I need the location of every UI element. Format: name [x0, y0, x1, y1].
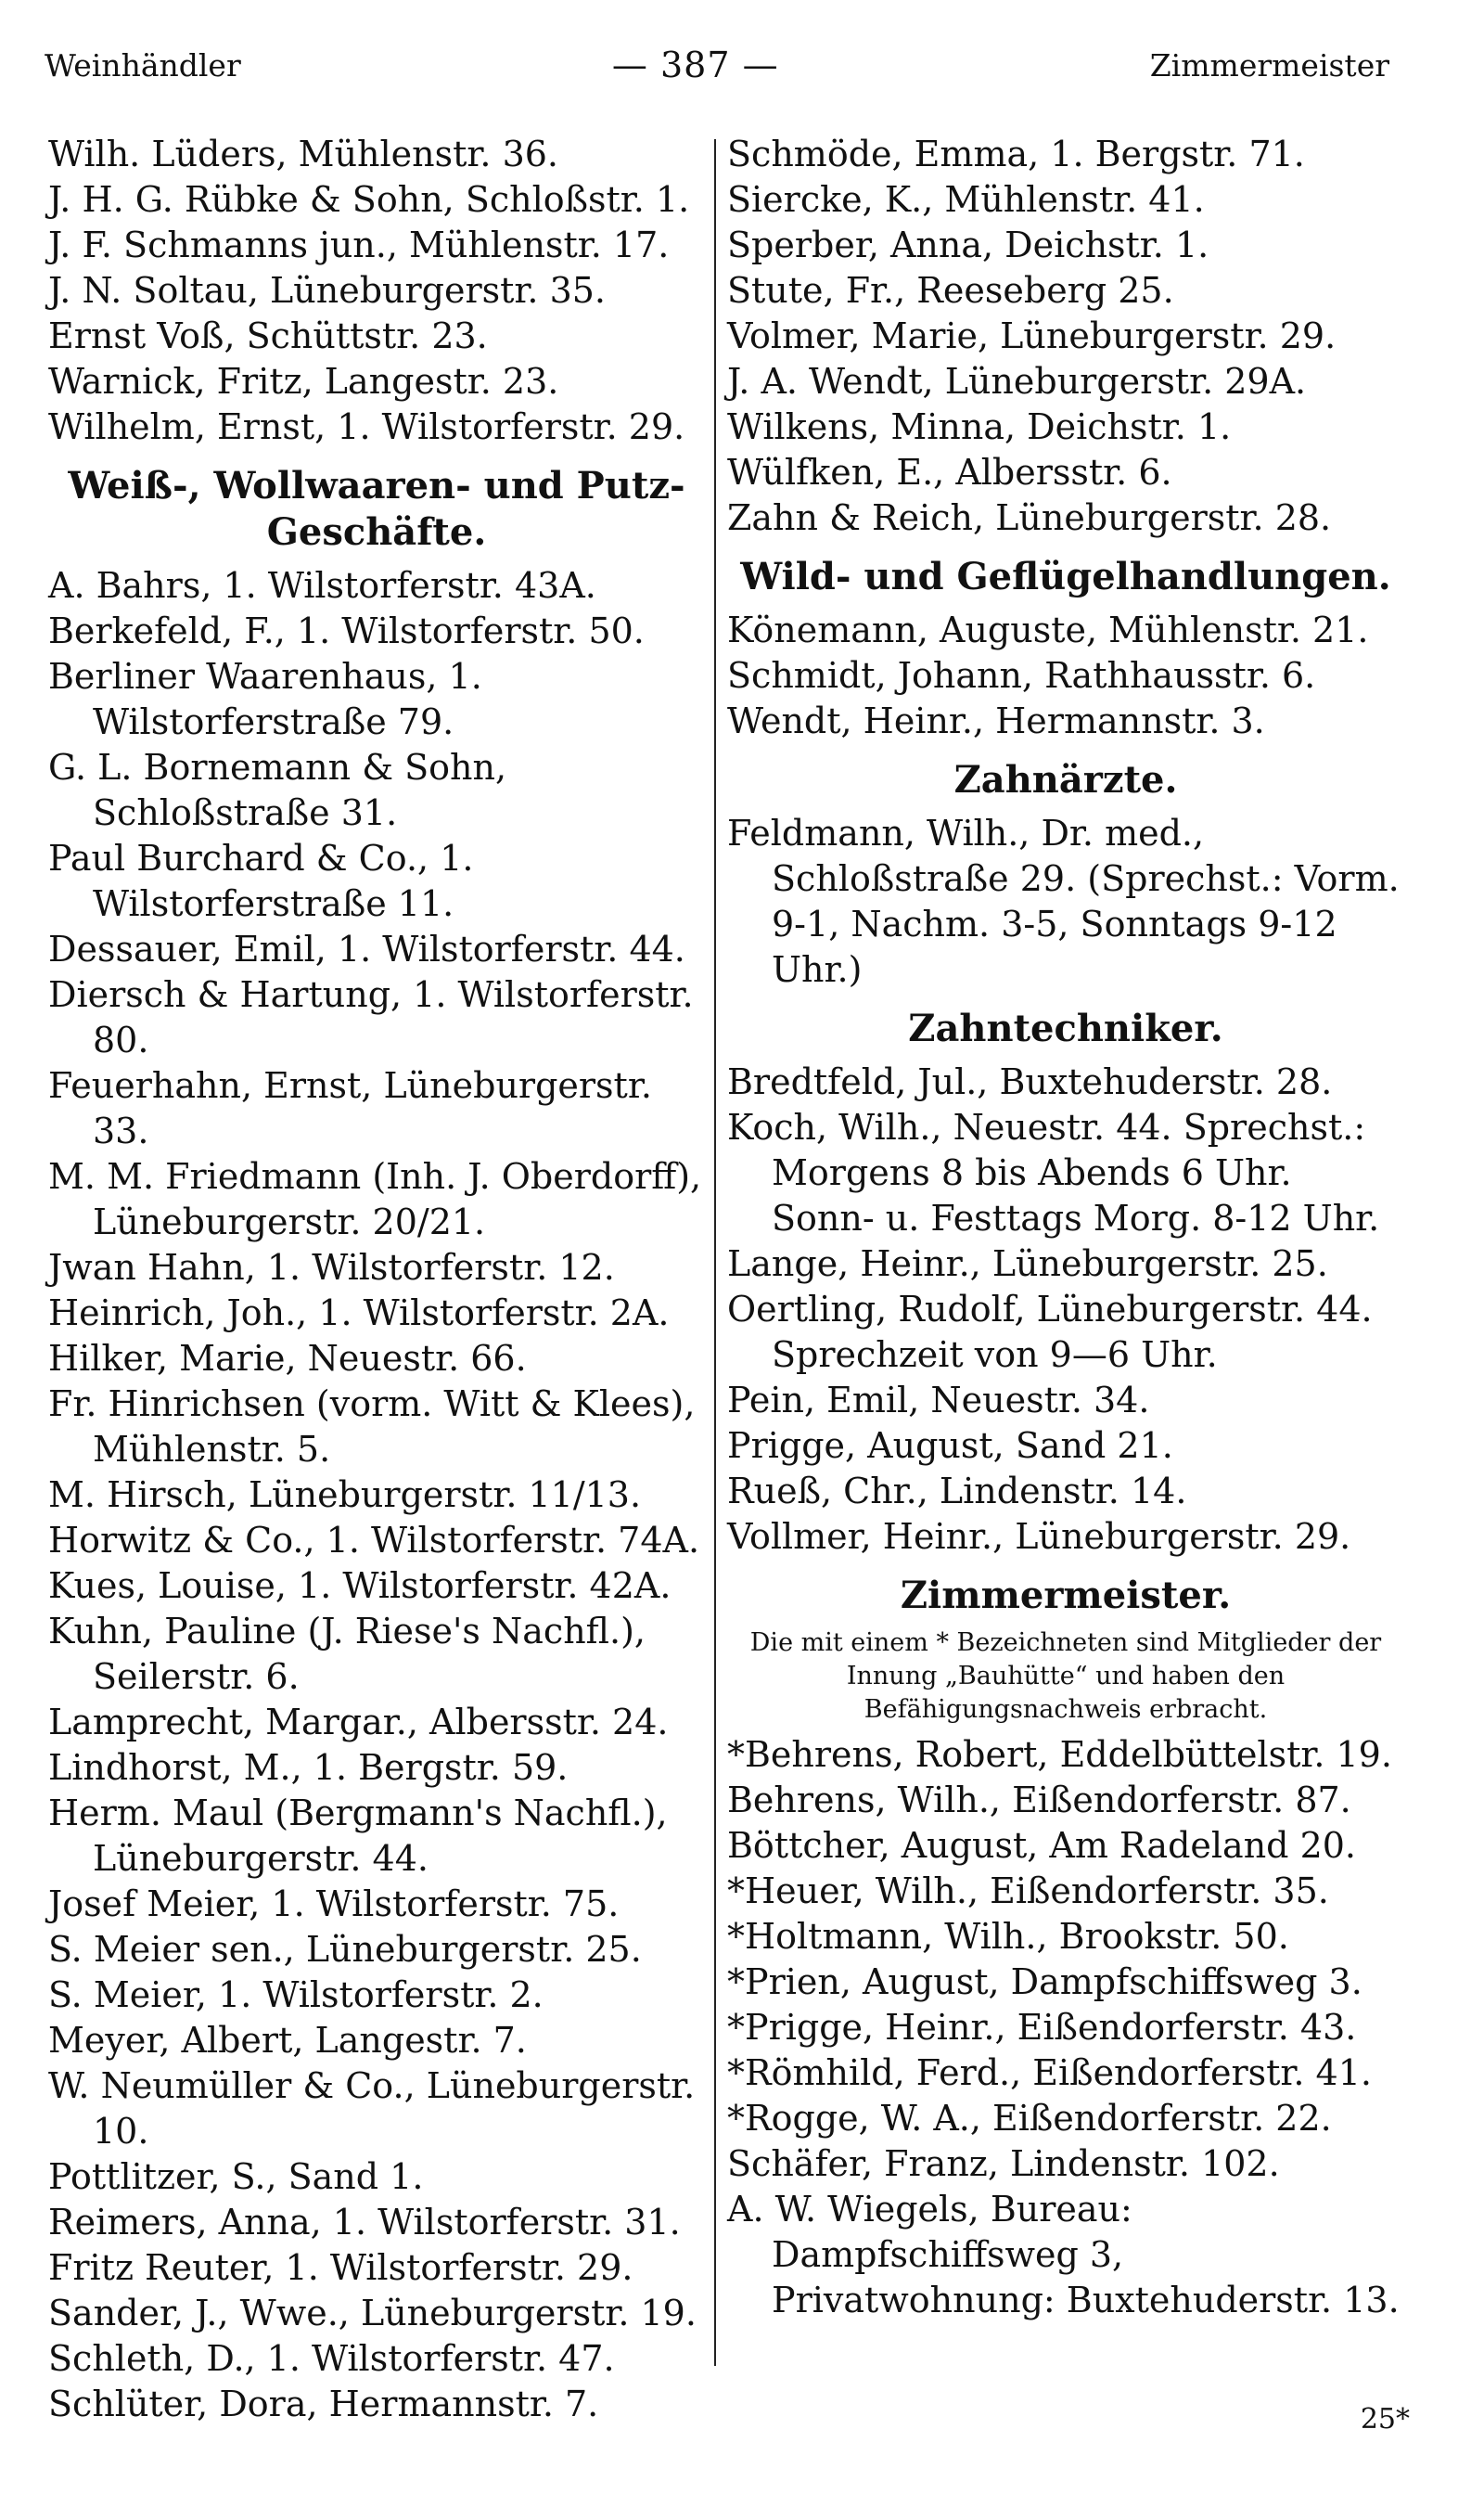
- weinhaendler-list: [48, 132, 705, 450]
- directory-entry: Ernst Voß, Schüttstr. 23.: [48, 315, 488, 356]
- directory-entry: Lange, Heinr., Lüneburgerstr. 25.: [727, 1243, 1328, 1284]
- zahnaerzte-list: [727, 811, 1404, 993]
- right-column: [727, 132, 1404, 2323]
- directory-entry: *Römhild, Ferd., Eißendorferstr. 41.: [727, 2052, 1372, 2093]
- directory-entry: Rueß, Chr., Lindenstr. 14.: [727, 1471, 1187, 1511]
- page-number: — 387 —: [611, 45, 779, 85]
- directory-entry: *Prien, August, Dampfschiffsweg 3.: [727, 1961, 1362, 2002]
- directory-entry: S. Meier, 1. Wilstorferstr. 2.: [48, 1974, 544, 2015]
- directory-entry: Vollmer, Heinr., Lüneburgerstr. 29.: [727, 1516, 1351, 1557]
- directory-entry: Sperber, Anna, Deichstr. 1.: [727, 225, 1209, 265]
- directory-entry: Reimers, Anna, 1. Wilstorferstr. 31.: [48, 2202, 681, 2243]
- directory-entry: Schmidt, Johann, Rathhausstr. 6.: [727, 655, 1316, 696]
- directory-entry: Wilh. Lüders, Mühlenstr. 36.: [48, 134, 558, 174]
- directory-entry: M. Hirsch, Lüneburgerstr. 11/13.: [48, 1474, 642, 1515]
- column-divider: [714, 139, 716, 2366]
- directory-entry: Kues, Louise, 1. Wilstorferstr. 42A.: [48, 1565, 672, 1606]
- directory-entry: A. W. Wiegels, Bureau: Dampfschiffsweg 3, Privatwohnung: Buxtehuderstr. 13.: [727, 2189, 1400, 2320]
- zimmermeister-note: Die mit einem * Bezeichneten sind Mitglieder der Innung „Bauhütte“ und haben den Befähigungsnachweis erbracht.: [749, 1628, 1382, 1724]
- zahntechniker-list: [727, 1060, 1404, 1560]
- directory-entry: Diersch & Hartung, 1. Wilstorferstr. 80.: [48, 974, 694, 1060]
- directory-entry: Zahn & Reich, Lüneburgerstr. 28.: [727, 497, 1332, 538]
- directory-entry: *Prigge, Heinr., Eißendorferstr. 43.: [727, 2007, 1357, 2048]
- directory-entry: Pottlitzer, S., Sand 1.: [48, 2156, 424, 2197]
- wild-list: [727, 608, 1404, 744]
- directory-entry: Fritz Reuter, 1. Wilstorferstr. 29.: [48, 2247, 633, 2288]
- directory-entry: Volmer, Marie, Lüneburgerstr. 29.: [727, 315, 1337, 356]
- directory-entry: A. Bahrs, 1. Wilstorferstr. 43A.: [48, 565, 596, 606]
- directory-entry: Schleth, D., 1. Wilstorferstr. 47.: [48, 2338, 615, 2379]
- directory-entry: J. A. Wendt, Lüneburgerstr. 29A.: [727, 361, 1307, 402]
- directory-entry: Wendt, Heinr., Hermannstr. 3.: [727, 700, 1265, 741]
- directory-entry: Dessauer, Emil, 1. Wilstorferstr. 44.: [48, 929, 685, 970]
- directory-entry: J. H. G. Rübke & Sohn, Schloßstr. 1.: [48, 179, 690, 220]
- directory-entry: Lindhorst, M., 1. Bergstr. 59.: [48, 1747, 569, 1788]
- directory-entry: Hilker, Marie, Neuestr. 66.: [48, 1338, 527, 1379]
- directory-entry: S. Meier sen., Lüneburgerstr. 25.: [48, 1929, 642, 1970]
- directory-entry: Horwitz & Co., 1. Wilstorferstr. 74A.: [48, 1520, 700, 1561]
- directory-entry: Wilhelm, Ernst, 1. Wilstorferstr. 29.: [48, 406, 685, 447]
- left-column: [48, 132, 705, 2427]
- directory-entry: Bredtfeld, Jul., Buxtehuderstr. 28.: [727, 1061, 1333, 1102]
- weisswaren-list: [48, 563, 705, 2427]
- page-header: [45, 37, 1389, 93]
- directory-entry: Stute, Fr., Reeseberg 25.: [727, 270, 1174, 311]
- directory-entry: *Heuer, Wilh., Eißendorferstr. 35.: [727, 1870, 1329, 1911]
- directory-entry: Josef Meier, 1. Wilstorferstr. 75.: [48, 1883, 620, 1924]
- heading-line: Geschäfte.: [266, 510, 487, 554]
- directory-entry: Siercke, K., Mühlenstr. 41.: [727, 179, 1205, 220]
- directory-entry: Wilkens, Minna, Deichstr. 1.: [727, 406, 1232, 447]
- directory-entry: Lamprecht, Margar., Albersstr. 24.: [48, 1702, 669, 1742]
- directory-entry: Feldmann, Wilh., Dr. med., Schloßstraße 29. (Sprechst.: Vorm. 9-1, Nachm. 3-5, Sonntags 9-12 Uhr.): [727, 813, 1400, 990]
- directory-entry: *Behrens, Robert, Eddelbüttelstr. 19.: [727, 1734, 1392, 1775]
- directory-entry: Behrens, Wilh., Eißendorferstr. 87.: [727, 1780, 1351, 1820]
- directory-entry: Berliner Waarenhaus, 1. Wilstorferstraße 79.: [48, 656, 482, 742]
- weisswaren-continued-list: [727, 132, 1404, 541]
- directory-entry: *Holtmann, Wilh., Brookstr. 50.: [727, 1916, 1289, 1957]
- section-heading-zahnaerzte: Zahnärzte.: [953, 758, 1178, 802]
- directory-entry: G. L. Bornemann & Sohn, Schloßstraße 31.: [48, 747, 507, 833]
- header-right-keyword: Zimmermeister: [1149, 46, 1389, 84]
- directory-entry: *Rogge, W. A., Eißendorferstr. 22.: [727, 2098, 1332, 2139]
- directory-entry: Kuhn, Pauline (J. Riese's Nachfl.), Seilerstr. 6.: [48, 1611, 646, 1697]
- directory-entry: Warnick, Fritz, Langestr. 23.: [48, 361, 559, 402]
- directory-entry: J. N. Soltau, Lüneburgerstr. 35.: [48, 270, 607, 311]
- directory-entry: Wülfken, E., Albersstr. 6.: [727, 452, 1172, 493]
- section-heading-zahntechniker: Zahntechniker.: [908, 1007, 1223, 1050]
- directory-entry: Paul Burchard & Co., 1. Wilstorferstraße 11.: [48, 838, 474, 924]
- directory-entry: W. Neumüller & Co., Lüneburgerstr. 10.: [48, 2065, 696, 2152]
- directory-entry: Schäfer, Franz, Lindenstr. 102.: [727, 2143, 1280, 2184]
- directory-entry: Herm. Maul (Bergmann's Nachfl.), Lüneburgerstr. 44.: [48, 1793, 668, 1879]
- directory-entry: Oertling, Rudolf, Lüneburgerstr. 44. Sprechzeit von 9—6 Uhr.: [727, 1289, 1373, 1375]
- directory-entry: Böttcher, August, Am Radeland 20.: [727, 1825, 1357, 1866]
- directory-entry: Meyer, Albert, Langestr. 7.: [48, 2020, 527, 2061]
- zimmermeister-list: [727, 1732, 1404, 2323]
- directory-entry: Feuerhahn, Ernst, Lüneburgerstr. 33.: [48, 1065, 652, 1151]
- heading-line: Weiß-, Wollwaaren- und Putz-: [68, 464, 685, 508]
- directory-entry: Sander, J., Wwe., Lüneburgerstr. 19.: [48, 2293, 697, 2333]
- section-heading-wild: Wild- und Geflügelhandlungen.: [740, 555, 1391, 598]
- signature-mark: 25*: [1360, 2403, 1410, 2435]
- section-heading-zimmermeister: Zimmermeister.: [900, 1574, 1232, 1617]
- section-heading-weisswaren: [48, 463, 705, 556]
- directory-entry: J. F. Schmanns jun., Mühlenstr. 17.: [48, 225, 670, 265]
- directory-entry: M. M. Friedmann (Inh. J. Oberdorff), Lüneburgerstr. 20/21.: [48, 1156, 702, 1242]
- directory-entry: Jwan Hahn, 1. Wilstorferstr. 12.: [48, 1247, 615, 1288]
- directory-entry: Fr. Hinrichsen (vorm. Witt & Klees), Mühlenstr. 5.: [48, 1383, 696, 1470]
- header-left-keyword: Weinhändler: [45, 46, 241, 84]
- directory-entry: Prigge, August, Sand 21.: [727, 1425, 1173, 1466]
- directory-entry: Heinrich, Joh., 1. Wilstorferstr. 2A.: [48, 1292, 670, 1333]
- directory-entry: Könemann, Auguste, Mühlenstr. 21.: [727, 610, 1369, 650]
- directory-entry: Berkefeld, F., 1. Wilstorferstr. 50.: [48, 610, 645, 651]
- directory-entry: Pein, Emil, Neuestr. 34.: [727, 1380, 1150, 1420]
- directory-entry: Schmöde, Emma, 1. Bergstr. 71.: [727, 134, 1305, 174]
- directory-entry: Koch, Wilh., Neuestr. 44. Sprechst.: Morgens 8 bis Abends 6 Uhr. Sonn- u. Festtags Morg. 8-12 Uhr.: [727, 1107, 1380, 1239]
- directory-entry: Schlüter, Dora, Hermannstr. 7.: [48, 2384, 599, 2424]
